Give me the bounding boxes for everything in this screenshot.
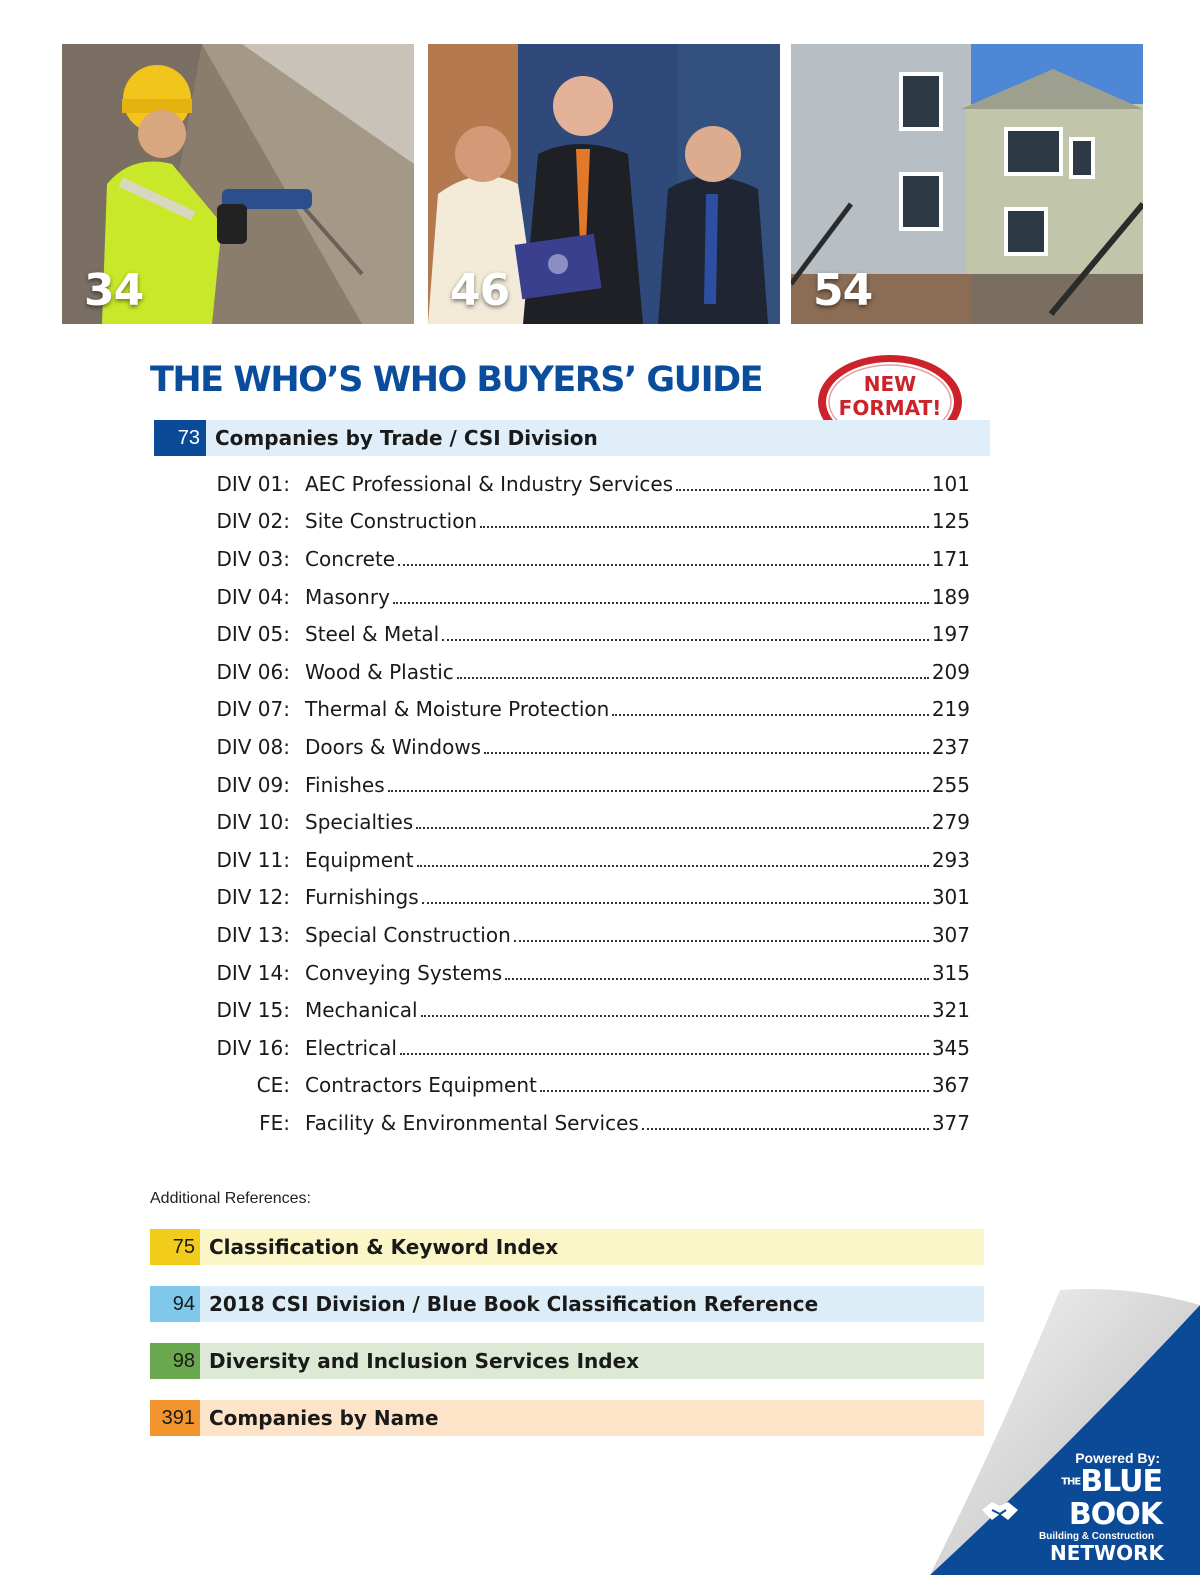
toc-division-name: Contractors Equipment [305, 1073, 537, 1098]
toc-page-number: 377 [931, 1110, 970, 1135]
logo-main-text: BLUE BOOK [1068, 1464, 1162, 1532]
toc-page-number: 293 [931, 847, 970, 872]
ref-label: Diversity and Inclusion Services Index [209, 1349, 640, 1373]
toc-division-name: Electrical [305, 1035, 397, 1060]
powered-by-text: Powered By: [1075, 1450, 1160, 1466]
toc-page-number: 279 [931, 810, 970, 835]
logo-subtitle: Building & Construction [1039, 1530, 1154, 1542]
toc-division-code: DIV 12: [216, 885, 290, 910]
toc-division-name: Conveying Systems [305, 960, 503, 985]
toc-division-code: DIV 01: [216, 471, 290, 496]
toc-division-code: DIV 16: [216, 1035, 290, 1060]
ref-page-number: 94 [150, 1286, 200, 1322]
dot-leader [676, 489, 929, 491]
toc-division-name: Equipment [305, 847, 414, 872]
toc-division-name: Doors & Windows [305, 734, 482, 759]
toc-entry[interactable] [200, 954, 970, 992]
dot-leader [480, 526, 929, 528]
division-list [200, 465, 970, 1142]
additional-references-heading: Additional References: [150, 1190, 311, 1207]
toc-division-name: Concrete [305, 546, 396, 571]
toc-division-code: DIV 05: [216, 622, 290, 647]
toc-division-code: DIV 06: [216, 659, 290, 684]
dot-leader [393, 602, 929, 604]
dot-leader [416, 827, 929, 829]
toc-entry[interactable] [200, 653, 970, 691]
section-companies-by-trade[interactable] [154, 420, 990, 456]
guide-title: THE WHO’S WHO BUYERS’ GUIDE [150, 360, 763, 400]
blue-book-logo [978, 1450, 1178, 1564]
dot-leader [422, 902, 929, 904]
toc-page-number: 315 [931, 960, 970, 985]
photo-award-presentation [428, 44, 780, 324]
toc-division-name: Furnishings [305, 885, 419, 910]
toc-page-number: 301 [931, 885, 970, 910]
ref-label: 2018 CSI Division / Blue Book Classification Reference [209, 1292, 819, 1316]
handshake-icon [980, 1494, 1020, 1526]
ref-companies-by-name[interactable] [150, 1400, 984, 1436]
page-number-46: 46 [450, 265, 510, 316]
toc-division-name: Wood & Plastic [305, 659, 454, 684]
toc-division-name: Special Construction [305, 922, 511, 947]
toc-division-code: DIV 09: [216, 772, 290, 797]
toc-division-name: Facility & Environmental Services [305, 1110, 639, 1135]
toc-page-number: 209 [931, 659, 970, 684]
dot-leader [400, 1053, 929, 1055]
dot-leader [484, 752, 929, 754]
toc-entry[interactable] [200, 1104, 970, 1142]
toc-division-code: DIV 04: [216, 584, 290, 609]
toc-page-number: 101 [931, 471, 970, 496]
toc-division-name: AEC Professional & Industry Services [305, 471, 674, 496]
toc-entry[interactable] [200, 916, 970, 954]
toc-division-code: CE: [256, 1073, 290, 1098]
toc-division-name: Thermal & Moisture Protection [305, 697, 610, 722]
toc-division-name: Mechanical [305, 998, 418, 1023]
toc-entry[interactable] [200, 503, 970, 541]
toc-division-code: DIV 07: [216, 697, 290, 722]
toc-entry[interactable] [200, 879, 970, 917]
dot-leader [442, 639, 929, 641]
toc-division-name: Specialties [305, 810, 414, 835]
badge-line-format: FORMAT! [838, 396, 942, 420]
toc-page-number: 307 [931, 922, 970, 947]
toc-entry[interactable] [200, 1029, 970, 1067]
logo-the: THE [1061, 1476, 1081, 1488]
dot-leader [421, 1015, 929, 1017]
toc-page-number: 345 [931, 1035, 970, 1060]
toc-division-code: DIV 13: [216, 922, 290, 947]
toc-division-name: Finishes [305, 772, 385, 797]
ref-page-number: 75 [150, 1229, 200, 1265]
toc-page-number: 367 [931, 1073, 970, 1098]
toc-page-number: 255 [931, 772, 970, 797]
ref-csi-classification-reference[interactable] [150, 1286, 984, 1322]
ref-classification-keyword-index[interactable] [150, 1229, 984, 1265]
toc-entry[interactable] [200, 803, 970, 841]
dot-leader [514, 940, 929, 942]
section-page-number: 73 [154, 420, 206, 456]
photo-elevated-houses [791, 44, 1143, 324]
dot-leader [388, 790, 929, 792]
toc-entry[interactable] [200, 991, 970, 1029]
toc-entry[interactable] [200, 728, 970, 766]
toc-page-number: 321 [931, 998, 970, 1023]
toc-division-code: DIV 08: [216, 734, 290, 759]
toc-division-code: DIV 11: [216, 847, 290, 872]
toc-page-number: 219 [931, 697, 970, 722]
toc-page-number: 237 [931, 734, 970, 759]
toc-division-name: Masonry [305, 584, 390, 609]
toc-division-code: DIV 03: [216, 546, 290, 571]
toc-page-number: 125 [931, 509, 970, 534]
ref-label: Classification & Keyword Index [209, 1235, 559, 1259]
toc-page-number: 189 [931, 584, 970, 609]
dot-leader [540, 1090, 929, 1092]
dot-leader [457, 677, 929, 679]
ref-page-number: 391 [150, 1400, 200, 1436]
toc-division-name: Steel & Metal [305, 622, 440, 647]
toc-division-code: DIV 10: [216, 810, 290, 835]
section-label: Companies by Trade / CSI Division [215, 426, 598, 450]
badge-line-new: NEW [863, 372, 917, 396]
toc-entry[interactable] [200, 841, 970, 879]
toc-entry[interactable] [200, 1067, 970, 1105]
toc-entry[interactable] [200, 615, 970, 653]
dot-leader [612, 714, 929, 716]
page-number-34: 34 [84, 265, 144, 316]
toc-division-name: Site Construction [305, 509, 478, 534]
toc-entry[interactable] [200, 691, 970, 729]
toc-entry[interactable] [200, 766, 970, 804]
page-number-54: 54 [813, 265, 873, 316]
toc-page-number: 171 [931, 546, 970, 571]
toc-entry[interactable] [200, 540, 970, 578]
toc-division-code: DIV 14: [216, 960, 290, 985]
toc-division-code: FE: [259, 1110, 290, 1135]
toc-entry[interactable] [200, 578, 970, 616]
dot-leader [505, 978, 929, 980]
logo-network: NETWORK [1049, 1540, 1164, 1565]
ref-page-number: 98 [150, 1343, 200, 1379]
ref-diversity-inclusion-index[interactable] [150, 1343, 984, 1379]
toc-entry[interactable] [200, 465, 970, 503]
toc-division-code: DIV 15: [216, 998, 290, 1023]
dot-leader [417, 865, 929, 867]
photo-rope-access-worker [62, 44, 414, 324]
dot-leader [398, 564, 929, 566]
dot-leader [642, 1128, 929, 1130]
toc-division-code: DIV 02: [216, 509, 290, 534]
badge-text [815, 372, 965, 420]
toc-page-number: 197 [931, 622, 970, 647]
ref-label: Companies by Name [209, 1406, 439, 1430]
